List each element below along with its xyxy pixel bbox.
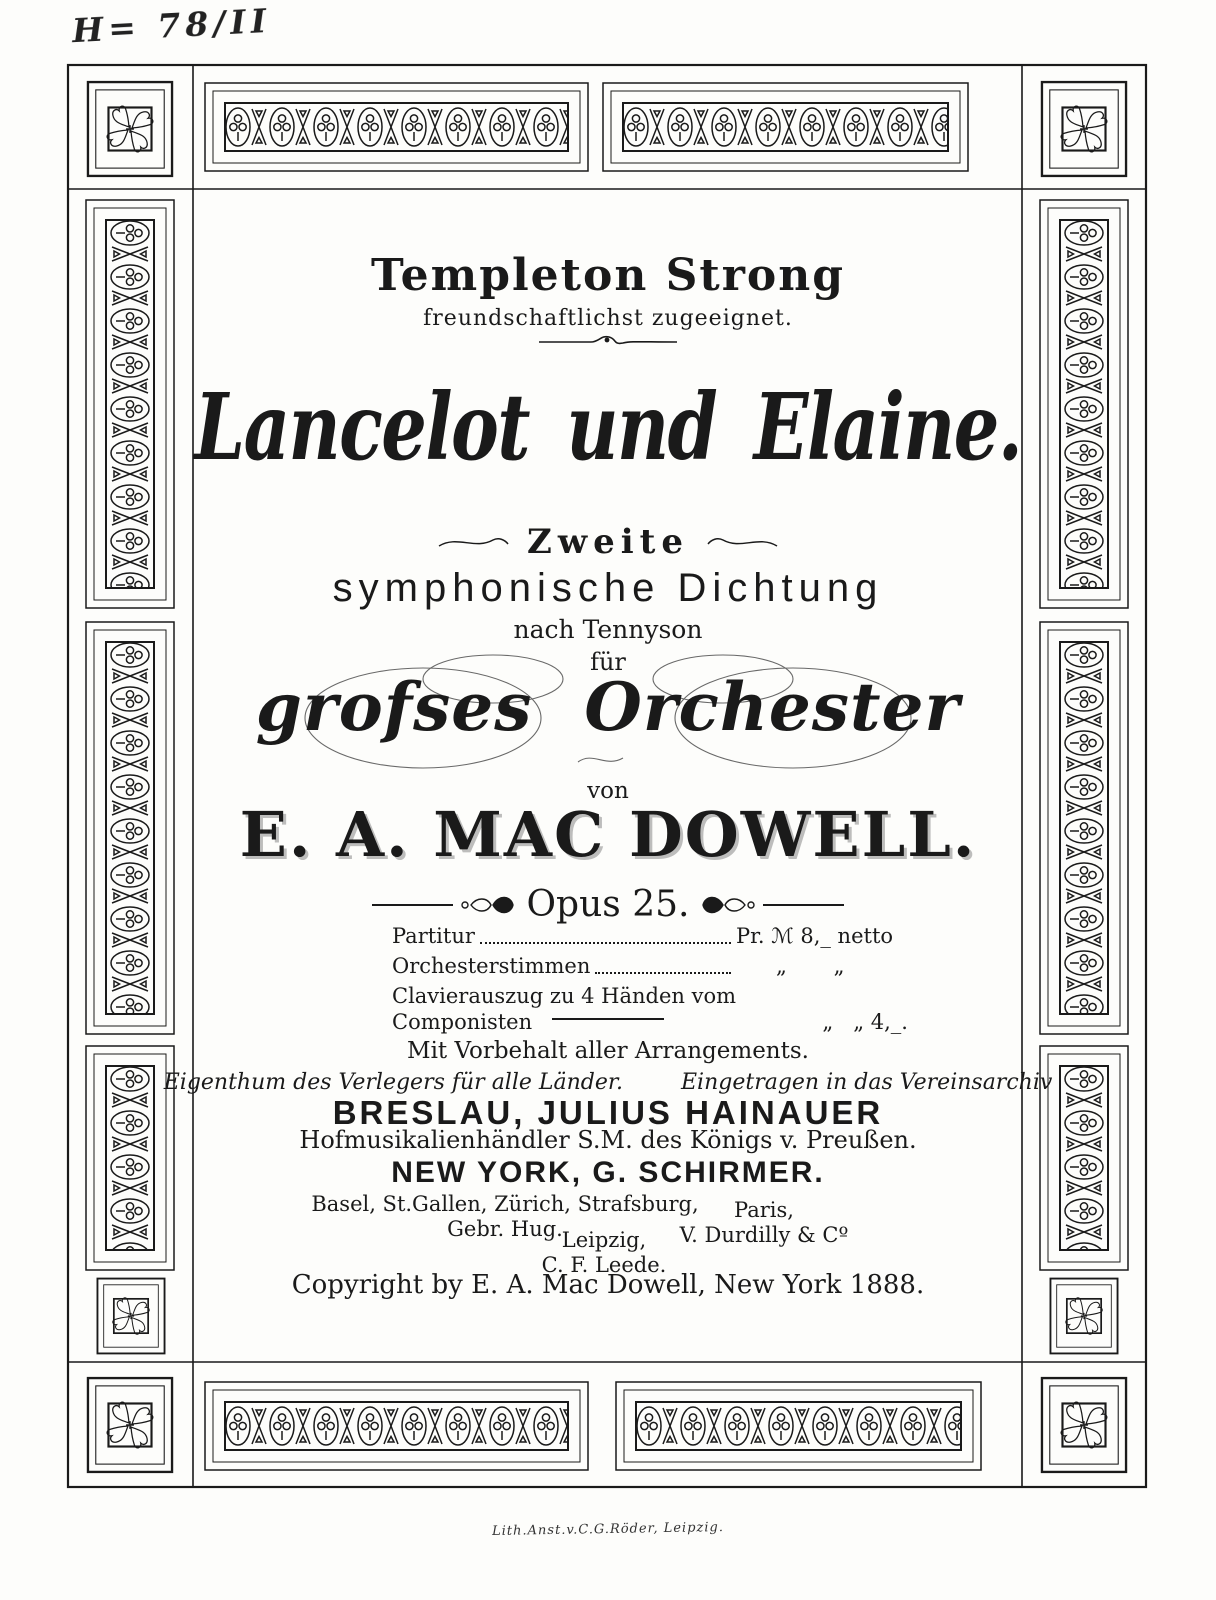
printer-credit: Lith.Anst.v.C.G.Röder, Leipzig.: [491, 1519, 725, 1540]
flourish-icon: [435, 533, 511, 551]
publisher-primary: BRESLAU, JULIUS HAINAUER: [332, 1094, 884, 1131]
price-value: „ „ 4,_.: [815, 1009, 908, 1034]
border-band-bottom: [205, 1382, 981, 1470]
border-band-right: [1040, 200, 1128, 1353]
subtitle-for: für: [590, 648, 626, 676]
ensemble-title: grofses Orchester: [255, 668, 961, 746]
registration-note: Eingetragen in das Vereinsarchiv: [680, 1070, 1053, 1095]
dedication-line: freundschaftlichst zugeeignet.: [423, 306, 793, 331]
publisher-primary-subtitle: Hofmusikalienhändler S.M. des Königs v. Preußen.: [299, 1126, 917, 1154]
opus-rule-row: [372, 884, 844, 925]
price-label: Partitur: [392, 924, 475, 948]
price-value: „ „: [736, 954, 845, 979]
price-list: [392, 924, 908, 1040]
page-title: Lancelot und Elaine.: [194, 373, 1022, 481]
flourish-icon: [705, 533, 781, 551]
opus-label: Opus 25.: [526, 884, 690, 925]
agent-line: Basel, St.Gallen, Zürich, Strafsburg,: [311, 1192, 699, 1216]
agent-line: Paris,: [734, 1198, 794, 1222]
price-row: [392, 924, 908, 949]
subtitle-source: nach Tennyson: [513, 615, 703, 644]
agent-line: Leipzig,: [561, 1228, 647, 1252]
dedication-name: Templeton Strong: [370, 250, 846, 301]
agents-paris: [680, 1198, 849, 1248]
price-value: Pr. ℳ 8,_ netto: [736, 924, 894, 948]
handwritten-mark: H= 78/II: [71, 0, 273, 51]
rule-line: [372, 904, 453, 906]
corner-ornament-icon: [1042, 1378, 1126, 1472]
rule-line: [763, 904, 844, 906]
price-label: Clavierauszug zu 4 Händen vom Componisten: [392, 984, 737, 1034]
price-row: [392, 954, 908, 979]
divider-rule: [552, 1018, 664, 1020]
border-band-top: [205, 83, 968, 171]
corner-ornament-icon: [88, 82, 172, 176]
agent-line: V. Durdilly & Cº: [679, 1223, 849, 1248]
agent-line: C. F. Leede.: [541, 1253, 667, 1278]
price-label: Orchesterstimmen: [392, 954, 591, 979]
corner-ornament-icon: [88, 1378, 172, 1472]
price-row: [392, 984, 908, 1034]
corner-ornament-icon: [1042, 82, 1126, 176]
subtitle: symphonische Dichtung: [332, 566, 884, 610]
agent-line: Gebr. Hug.: [447, 1217, 563, 1242]
dotted-leader: [595, 972, 731, 974]
publisher-newyork: NEW YORK, G. SCHIRMER.: [391, 1156, 825, 1189]
copyright-line: Copyright by E. A. Mac Dowell, New York 1888.: [291, 1270, 925, 1300]
arrangements-note: Mit Vorbehalt aller Arrangements.: [407, 1038, 809, 1064]
subtitle-ordinal: Zweite: [527, 522, 689, 562]
flourish-icon: [533, 332, 683, 350]
leaf-ornament-icon: [459, 892, 515, 918]
composer-name: E. A. MAC DOWELL.: [239, 798, 977, 871]
ownership-note: Eigenthum des Verlegers für alle Länder.: [163, 1070, 623, 1095]
legal-row: [164, 1070, 1053, 1095]
dotted-leader: [480, 942, 731, 944]
leaf-ornament-icon: [701, 892, 757, 918]
subtitle-ordinal-row: [435, 522, 781, 562]
composer-preposition: von: [587, 778, 629, 804]
border-band-left: [86, 200, 174, 1353]
